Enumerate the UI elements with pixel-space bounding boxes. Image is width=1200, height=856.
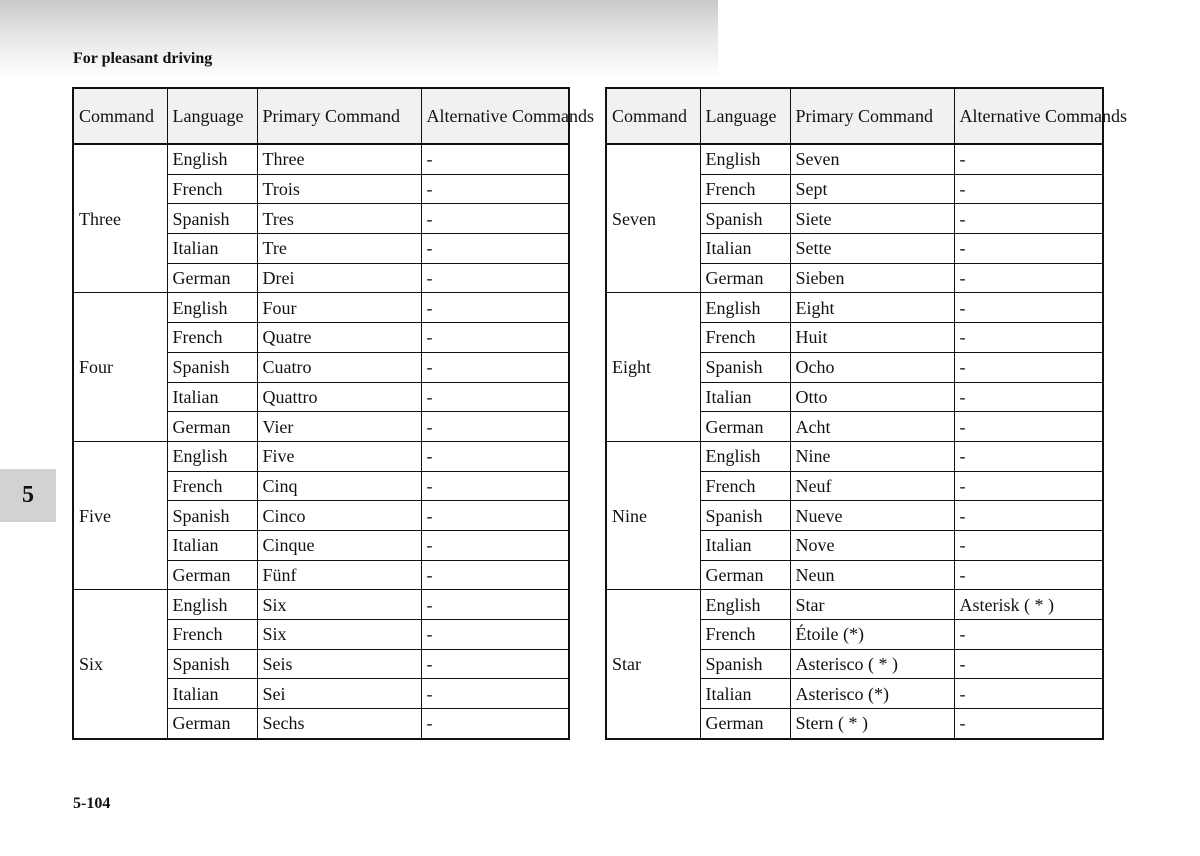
language-cell: English bbox=[167, 590, 257, 620]
primary-command-cell: Tres bbox=[257, 204, 421, 234]
language-cell: German bbox=[700, 263, 790, 293]
alternative-command-cell: - bbox=[421, 144, 569, 174]
language-cell: French bbox=[700, 174, 790, 204]
table-row bbox=[73, 441, 569, 471]
language-cell: German bbox=[167, 263, 257, 293]
language-cell: Italian bbox=[167, 234, 257, 264]
header-command: Command bbox=[606, 88, 700, 144]
language-cell: Spanish bbox=[700, 204, 790, 234]
language-cell: German bbox=[167, 412, 257, 442]
language-cell: Italian bbox=[700, 679, 790, 709]
language-cell: English bbox=[167, 144, 257, 174]
primary-command-cell: Six bbox=[257, 620, 421, 650]
command-cell: Eight bbox=[606, 293, 700, 441]
alternative-command-cell: - bbox=[954, 709, 1103, 739]
language-cell: Italian bbox=[700, 382, 790, 412]
section-title: For pleasant driving bbox=[73, 50, 213, 67]
primary-command-cell: Four bbox=[257, 293, 421, 323]
table-row bbox=[606, 441, 1103, 471]
voice-command-table-left bbox=[72, 87, 594, 740]
primary-command-cell: Sechs bbox=[257, 709, 421, 739]
command-cell: Six bbox=[73, 590, 167, 739]
command-cell: Four bbox=[73, 293, 167, 441]
alternative-command-cell: - bbox=[954, 352, 1103, 382]
table-row bbox=[73, 590, 569, 620]
primary-command-cell: Nueve bbox=[790, 501, 954, 531]
alternative-command-cell: - bbox=[954, 234, 1103, 264]
primary-command-cell: Star bbox=[790, 590, 954, 620]
alternative-command-cell: - bbox=[954, 501, 1103, 531]
command-cell: Three bbox=[73, 144, 167, 293]
primary-command-cell: Cinco bbox=[257, 501, 421, 531]
primary-command-cell: Sette bbox=[790, 234, 954, 264]
primary-command-cell: Otto bbox=[790, 382, 954, 412]
language-cell: Spanish bbox=[167, 204, 257, 234]
language-cell: French bbox=[700, 471, 790, 501]
language-cell: Italian bbox=[167, 530, 257, 560]
language-cell: German bbox=[700, 412, 790, 442]
primary-command-cell: Nine bbox=[790, 441, 954, 471]
table-row bbox=[606, 144, 1103, 174]
primary-command-cell: Acht bbox=[790, 412, 954, 442]
primary-command-cell: Étoile (*) bbox=[790, 620, 954, 650]
alternative-command-cell: Asterisk ( * ) bbox=[954, 590, 1103, 620]
language-cell: French bbox=[700, 620, 790, 650]
primary-command-cell: Vier bbox=[257, 412, 421, 442]
language-cell: Spanish bbox=[167, 649, 257, 679]
command-cell: Seven bbox=[606, 144, 700, 293]
table-row bbox=[73, 144, 569, 174]
alternative-command-cell: - bbox=[421, 441, 569, 471]
primary-command-cell: Cinque bbox=[257, 530, 421, 560]
language-cell: German bbox=[700, 709, 790, 739]
alternative-command-cell: - bbox=[954, 323, 1103, 353]
primary-command-cell: Stern ( * ) bbox=[790, 709, 954, 739]
command-cell: Nine bbox=[606, 441, 700, 589]
language-cell: Spanish bbox=[700, 501, 790, 531]
voice-command-table-right bbox=[605, 87, 1127, 740]
language-cell: German bbox=[167, 560, 257, 590]
primary-command-cell: Drei bbox=[257, 263, 421, 293]
header-alternative-commands: Alternative Commands bbox=[421, 88, 569, 144]
alternative-command-cell: - bbox=[954, 530, 1103, 560]
alternative-command-cell: - bbox=[421, 530, 569, 560]
chapter-tab: 5 bbox=[0, 469, 56, 522]
table-body bbox=[606, 144, 1103, 739]
language-cell: English bbox=[700, 441, 790, 471]
primary-command-cell: Five bbox=[257, 441, 421, 471]
table-header-row bbox=[73, 88, 569, 144]
primary-command-cell: Fünf bbox=[257, 560, 421, 590]
alternative-command-cell: - bbox=[421, 709, 569, 739]
primary-command-cell: Ocho bbox=[790, 352, 954, 382]
primary-command-cell: Sieben bbox=[790, 263, 954, 293]
alternative-command-cell: - bbox=[954, 679, 1103, 709]
primary-command-cell: Neuf bbox=[790, 471, 954, 501]
alternative-command-cell: - bbox=[421, 382, 569, 412]
alternative-command-cell: - bbox=[954, 204, 1103, 234]
language-cell: German bbox=[700, 560, 790, 590]
language-cell: French bbox=[167, 174, 257, 204]
alternative-command-cell: - bbox=[954, 649, 1103, 679]
alternative-command-cell: - bbox=[421, 234, 569, 264]
primary-command-cell: Cinq bbox=[257, 471, 421, 501]
alternative-command-cell: - bbox=[421, 679, 569, 709]
alternative-command-cell: - bbox=[421, 560, 569, 590]
primary-command-cell: Asterisco ( * ) bbox=[790, 649, 954, 679]
alternative-command-cell: - bbox=[954, 412, 1103, 442]
alternative-command-cell: - bbox=[421, 352, 569, 382]
header-alternative-commands: Alternative Commands bbox=[954, 88, 1103, 144]
language-cell: Italian bbox=[700, 530, 790, 560]
primary-command-cell: Siete bbox=[790, 204, 954, 234]
language-cell: Spanish bbox=[700, 649, 790, 679]
alternative-command-cell: - bbox=[954, 441, 1103, 471]
language-cell: Spanish bbox=[167, 352, 257, 382]
alternative-command-cell: - bbox=[954, 263, 1103, 293]
language-cell: English bbox=[167, 441, 257, 471]
language-cell: French bbox=[167, 471, 257, 501]
alternative-command-cell: - bbox=[954, 471, 1103, 501]
header-command: Command bbox=[73, 88, 167, 144]
primary-command-cell: Cuatro bbox=[257, 352, 421, 382]
language-cell: German bbox=[167, 709, 257, 739]
primary-command-cell: Trois bbox=[257, 174, 421, 204]
alternative-command-cell: - bbox=[421, 649, 569, 679]
table-row bbox=[606, 590, 1103, 620]
primary-command-cell: Quatre bbox=[257, 323, 421, 353]
table-body bbox=[73, 144, 569, 739]
language-cell: English bbox=[700, 144, 790, 174]
language-cell: French bbox=[700, 323, 790, 353]
primary-command-cell: Seis bbox=[257, 649, 421, 679]
alternative-command-cell: - bbox=[954, 620, 1103, 650]
table-header-row bbox=[606, 88, 1103, 144]
language-cell: Italian bbox=[167, 679, 257, 709]
alternative-command-cell: - bbox=[954, 293, 1103, 323]
primary-command-cell: Nove bbox=[790, 530, 954, 560]
alternative-command-cell: - bbox=[421, 204, 569, 234]
alternative-command-cell: - bbox=[421, 263, 569, 293]
header-language: Language bbox=[167, 88, 257, 144]
language-cell: French bbox=[167, 323, 257, 353]
header-language: Language bbox=[700, 88, 790, 144]
alternative-command-cell: - bbox=[954, 174, 1103, 204]
primary-command-cell: Six bbox=[257, 590, 421, 620]
language-cell: French bbox=[167, 620, 257, 650]
alternative-command-cell: - bbox=[421, 501, 569, 531]
header-primary-command: Primary Command bbox=[790, 88, 954, 144]
language-cell: English bbox=[167, 293, 257, 323]
table-row bbox=[606, 293, 1103, 323]
language-cell: Spanish bbox=[700, 352, 790, 382]
primary-command-cell: Eight bbox=[790, 293, 954, 323]
primary-command-cell: Neun bbox=[790, 560, 954, 590]
alternative-command-cell: - bbox=[421, 471, 569, 501]
command-cell: Five bbox=[73, 441, 167, 589]
primary-command-cell: Sept bbox=[790, 174, 954, 204]
primary-command-cell: Seven bbox=[790, 144, 954, 174]
primary-command-cell: Sei bbox=[257, 679, 421, 709]
alternative-command-cell: - bbox=[421, 620, 569, 650]
command-cell: Star bbox=[606, 590, 700, 739]
alternative-command-cell: - bbox=[954, 382, 1103, 412]
language-cell: Italian bbox=[700, 234, 790, 264]
primary-command-cell: Three bbox=[257, 144, 421, 174]
primary-command-cell: Huit bbox=[790, 323, 954, 353]
language-cell: English bbox=[700, 293, 790, 323]
alternative-command-cell: - bbox=[421, 323, 569, 353]
primary-command-cell: Tre bbox=[257, 234, 421, 264]
primary-command-cell: Quattro bbox=[257, 382, 421, 412]
alternative-command-cell: - bbox=[421, 293, 569, 323]
header-primary-command: Primary Command bbox=[257, 88, 421, 144]
alternative-command-cell: - bbox=[421, 174, 569, 204]
table-row bbox=[73, 293, 569, 323]
primary-command-cell: Asterisco (*) bbox=[790, 679, 954, 709]
language-cell: Italian bbox=[167, 382, 257, 412]
language-cell: English bbox=[700, 590, 790, 620]
language-cell: Spanish bbox=[167, 501, 257, 531]
alternative-command-cell: - bbox=[954, 144, 1103, 174]
alternative-command-cell: - bbox=[421, 412, 569, 442]
page-number: 5-104 bbox=[73, 795, 111, 812]
alternative-command-cell: - bbox=[421, 590, 569, 620]
alternative-command-cell: - bbox=[954, 560, 1103, 590]
